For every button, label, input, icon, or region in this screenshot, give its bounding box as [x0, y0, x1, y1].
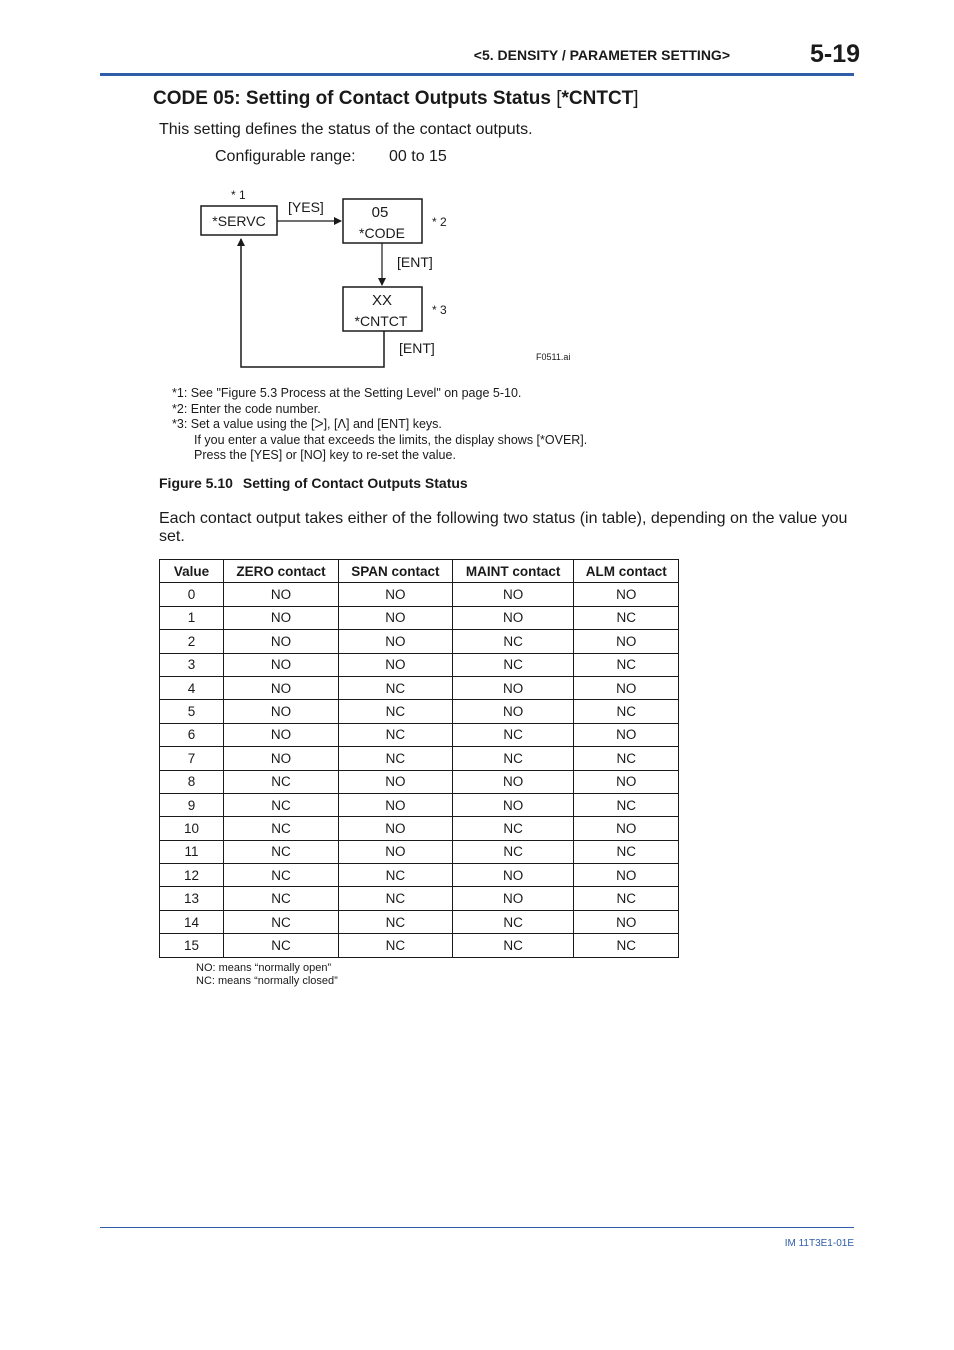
table-cell: NO [224, 653, 339, 676]
footer-divider [100, 1227, 854, 1228]
table-row [160, 653, 679, 676]
table-row [160, 700, 679, 723]
table-cell: NO [339, 606, 453, 629]
table-cell: NC [224, 817, 339, 840]
table-cell: NC [339, 700, 453, 723]
table-cell: NC [339, 723, 453, 746]
table-cell: NO [224, 700, 339, 723]
table-cell: 15 [160, 934, 224, 957]
table-cell: NC [574, 747, 679, 770]
table-cell: NO [452, 606, 574, 629]
range-value: 00 to 15 [389, 148, 447, 165]
figure-file-tag: F0511.ai [536, 352, 571, 362]
table-cell: NC [574, 606, 679, 629]
running-header: <5. DENSITY / PARAMETER SETTING> [473, 47, 730, 63]
table-cell: NO [339, 817, 453, 840]
table-row [160, 887, 679, 910]
table-cell: NC [339, 887, 453, 910]
table-cell: NO [224, 606, 339, 629]
table-cell: NC [339, 747, 453, 770]
table-row [160, 630, 679, 653]
table-row [160, 793, 679, 816]
note-3-continued-2: Press the [YES] or [NO] key to re-set the value. [194, 448, 456, 463]
table-cell: NC [574, 887, 679, 910]
table-cell: NO [452, 793, 574, 816]
table-cell: NC [339, 934, 453, 957]
code-label: *CODE [359, 225, 405, 241]
table-cell: 8 [160, 770, 224, 793]
page-number: 5-19 [810, 40, 861, 68]
star3-marker: * 3 [432, 303, 447, 317]
intro-text: This setting defines the status of the contact outputs. [159, 121, 533, 138]
table-cell: NC [452, 817, 574, 840]
table-cell: NC [574, 700, 679, 723]
table-cell: NO [452, 864, 574, 887]
table-cell: NO [452, 887, 574, 910]
figure-title: Setting of Contact Outputs Status [242, 475, 468, 491]
table-cell: 4 [160, 676, 224, 699]
table-cell: NC [452, 653, 574, 676]
table-cell: NO [224, 676, 339, 699]
table-cell: NC [224, 840, 339, 863]
table-cell: NO [574, 910, 679, 933]
servc-label: *SERVC [212, 213, 266, 229]
header-alm-contact: ALM contact [574, 560, 679, 583]
table-cell: NO [574, 864, 679, 887]
table-cell: NO [339, 770, 453, 793]
range-label: Configurable range: [215, 148, 356, 165]
table-cell: NC [339, 676, 453, 699]
section-title [153, 88, 639, 110]
legend-nc: NC: means “normally closed” [196, 975, 338, 987]
table-cell: 3 [160, 653, 224, 676]
table-cell: 1 [160, 606, 224, 629]
table-cell: NO [574, 817, 679, 840]
table-cell: NO [224, 630, 339, 653]
code-value: 05 [371, 204, 389, 221]
table-row [160, 723, 679, 746]
table-cell: NC [452, 840, 574, 863]
table-row [160, 864, 679, 887]
table-cell: NO [452, 700, 574, 723]
table-cell: NO [574, 723, 679, 746]
table-cell: NO [339, 630, 453, 653]
star1-marker: * 1 [231, 188, 246, 202]
table-cell: NC [574, 934, 679, 957]
table-row [160, 934, 679, 957]
table-cell: NO [452, 583, 574, 606]
table-cell: NC [452, 723, 574, 746]
table-cell: 11 [160, 840, 224, 863]
table-cell: NC [452, 910, 574, 933]
note-1: *1: See "Figure 5.3 Process at the Setting Level" on page 5-10. [172, 386, 522, 400]
document-number: IM 11T3E1-01E [784, 1238, 854, 1249]
note-2: *2: Enter the code number. [172, 401, 321, 416]
ent-key-label-1: [ENT] [397, 254, 433, 270]
table-cell: NC [224, 887, 339, 910]
note-3: *3: Set a value using the [ᐳ], [ᐱ] and [ENT] keys. [172, 417, 442, 432]
cntct-value: XX [371, 292, 393, 309]
table-header-row [160, 560, 679, 583]
table-cell: NO [452, 770, 574, 793]
ent-key-label-2: [ENT] [399, 340, 435, 356]
contact-status-table [159, 559, 679, 958]
table-cell: 9 [160, 793, 224, 816]
table-legend [196, 962, 338, 988]
table-cell: NO [574, 676, 679, 699]
table-cell: NC [452, 934, 574, 957]
table-cell: NO [224, 747, 339, 770]
table-row [160, 840, 679, 863]
table-cell: NC [574, 653, 679, 676]
table-row [160, 770, 679, 793]
title-bracket-close: ] [633, 88, 639, 109]
header-divider [100, 73, 854, 76]
table-row [160, 676, 679, 699]
table-row [160, 910, 679, 933]
note-3-continued-1: If you enter a value that exceeds the limits, the display shows [*OVER]. [194, 432, 588, 447]
figure-number: Figure 5.10 [159, 475, 233, 491]
table-row [160, 583, 679, 606]
table-cell: NO [224, 723, 339, 746]
table-cell: NO [339, 840, 453, 863]
table-cell: NO [339, 653, 453, 676]
table-cell: NO [452, 676, 574, 699]
table-cell: 10 [160, 817, 224, 840]
return-path [241, 239, 384, 367]
yes-key-label: [YES] [288, 199, 324, 215]
table-cell: 12 [160, 864, 224, 887]
title-bracket-open: [ [556, 88, 562, 109]
table-cell: NO [574, 583, 679, 606]
table-cell: NC [574, 793, 679, 816]
header-span-contact: SPAN contact [339, 560, 453, 583]
table-cell: NC [452, 747, 574, 770]
table-cell: NO [339, 793, 453, 816]
table-cell: NO [339, 583, 453, 606]
legend-no: NO: means “normally open” [196, 962, 332, 974]
body-paragraph: Each contact output takes either of the following two status (in table), depending on the value you set. [159, 510, 848, 545]
table-cell: NC [339, 910, 453, 933]
section-title-main: CODE 05: Setting of Contact Outputs Status [153, 88, 557, 109]
table-cell: NO [224, 583, 339, 606]
table-cell: 13 [160, 887, 224, 910]
table-cell: NO [574, 630, 679, 653]
table-cell: 5 [160, 700, 224, 723]
table-cell: NC [224, 793, 339, 816]
table-cell: 6 [160, 723, 224, 746]
table-cell: NC [224, 770, 339, 793]
figure-notes [172, 386, 587, 464]
table-cell: 14 [160, 910, 224, 933]
figure-caption [159, 475, 468, 491]
table-cell: 0 [160, 583, 224, 606]
header-value: Value [160, 560, 224, 583]
table-row [160, 606, 679, 629]
cntct-label: *CNTCT [354, 313, 408, 329]
section-title-code: *CNTCT [561, 88, 634, 109]
flow-diagram [150, 180, 610, 380]
table-row [160, 747, 679, 770]
table-cell: NC [224, 864, 339, 887]
star2-marker: * 2 [432, 215, 447, 229]
table-cell: NC [452, 630, 574, 653]
header-maint-contact: MAINT contact [452, 560, 574, 583]
table-cell: NC [224, 934, 339, 957]
table-row [160, 817, 679, 840]
table-cell: NC [574, 840, 679, 863]
table-cell: NC [339, 864, 453, 887]
table-cell: 7 [160, 747, 224, 770]
table-cell: NO [574, 770, 679, 793]
table-cell: 2 [160, 630, 224, 653]
header-zero-contact: ZERO contact [224, 560, 339, 583]
table-cell: NC [224, 910, 339, 933]
